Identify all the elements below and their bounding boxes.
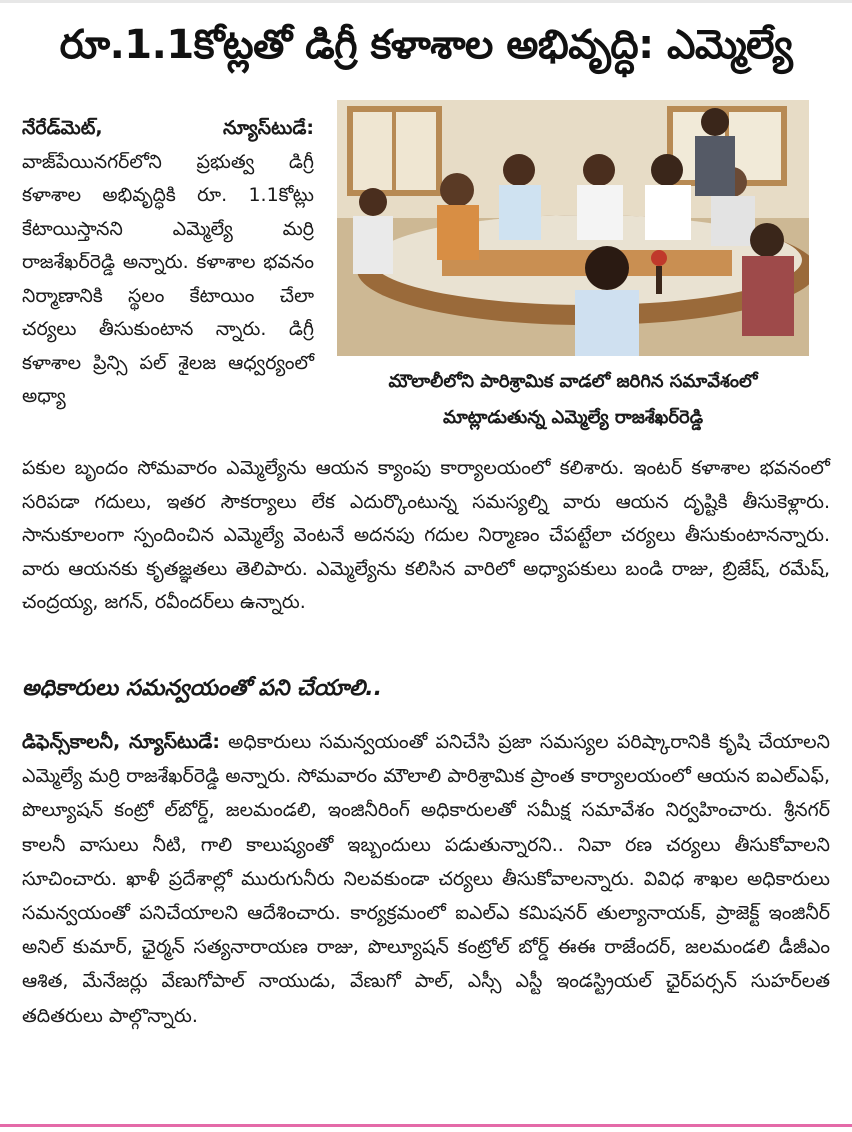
dateline: నేరేడ్‌మెట్‌, న్యూస్‌టుడే: [22, 117, 314, 139]
subheadline: అధికారులు సమన్వయంతో పని చేయాలి.. [22, 676, 382, 701]
photo-caption-line-2: మాట్లాడుతున్న ఎమ్మెల్యే రాజశేఖర్‌రెడ్డి [442, 407, 704, 428]
top-edge [0, 0, 852, 3]
article-continuation: పకుల బృందం సోమవారం ఎమ్మెల్యేను ఆయన క్యాంపు కార్యాలయంలో కలిశారు. ఇంటర్‌ కళాశాల భవనంలో సరిపడా గదులు, ఇతర సౌకర్యాలు లేక ఎదుర్కొంటున్న సమస్యల్ని వారు ఆయన దృష్టికి తీసుకెళ్లారు. సానుకూలంగా స్పందించిన ఎమ్మెల్యే వెంటనే అదనపు గదుల నిర్మాణం చేపట్టేలా చర్యలు తీసుకుంటానన్నారు. వారు ఆయనకు కృతజ్ఞతలు తెలిపారు. ఎమ్మెల్యేను కలిసిన వారిలో అధ్యాపకులు బండి రాజు, బ్రిజేష్‌, రమేష్‌, చంద్రయ్య, జగన్‌, రవీందర్‌లు ఉన్నారు. [22, 457, 830, 613]
article-two-body: అధికారులు సమన్వయంతో పనిచేసి ప్రజా సమస్యల పరిష్కారానికి కృషి చేయాలని ఎమ్మెల్యే మర్రి రాజశేఖర్‌రెడ్డి అన్నారు. సోమవారం మౌలాలి పారిశ్రామిక ప్రాంత కార్యాలయంలో ఆయన ఐఎల్‌ఎఫ్‌, పొల్యూషన్‌ కంట్రో ల్‌బోర్డ్‌, జలమండలి, ఇంజినీరింగ్‌ అధికారులతో సమీక్ష సమావేశం నిర్వహించారు. శ్రీనగర్‌ కాలనీ వాసులు నీటి, గాలి కాలుష్యంతో ఇబ్బందులు పడుతున్నారని.. నివా రణ చర్యలు తీసుకోవాలని సూచించారు. ఖాళీ ప్రదేశాల్లో మురుగునీరు నిలవకుండా చర్యలు తీసుకోవాలన్నారు. వివిధ శాఖల అధికారులు సమన్వయంతో పనిచేయాలని ఆదేశించారు. కార్యక్రమంలో ఐఎల్‌ఎ కమిషనర్‌ తుల్యానాయక్‌, ప్రాజెక్ట్‌ ఇంజినీర్‌ అనిల్‌ కుమార్‌, ఛైర్మన్‌ సత్యనారాయణ రాజు, పొల్యూషన్‌ కంట్రోల్‌ బోర్డ్‌ ఈఈ రాజేందర్‌, జలమండలి డీజీఎం ఆశిత, మేనేజర్లు వేణుగోపాల్‌ నాయుడు, వేణుగో పాల్‌, ఎస్సీ ఎస్టీ ఇండస్ట్రియల్‌ ఛైర్‌పర్సన్‌ సుహర్‌లత తదితరులు పాల్గొన్నారు. [22, 731, 830, 1027]
photo-caption [337, 364, 809, 436]
photo-caption-line-1: మౌలాలీలోని పారిశ్రామిక వాడలో జరిగిన సమావేశంలో [388, 371, 758, 392]
meeting-photo [337, 100, 809, 356]
bottom-rule [0, 1124, 852, 1127]
dateline-two: డిఫెన్స్‌కాలనీ, న్యూస్‌టుడే: [22, 731, 220, 753]
meeting-photo-illustration [337, 100, 809, 356]
article-lead-text: వాజ్‌పేయినగర్‌లోని ప్రభుత్వ డిగ్రీ కళాశాల అభివృద్ధికి రూ. 1.1కోట్లు కేటాయిస్తానని ఎమ్మెల్యే మర్రి రాజశేఖర్‌రెడ్డి అన్నారు. కళాశాల భవనం నిర్మాణానికి స్థలం కేటాయిం చేలా చర్యలు తీసుకుంటాన న్నారు. డిగ్రీ కళాశాల ప్రిన్సి పల్‌ శైలజ ఆధ్వర్యంలో అధ్యా [22, 150, 314, 407]
headline: రూ.1.1కోట్లతో డిగ్రీ కళాశాల అభివృద్ధి: ఎమ్మెల్యే [59, 22, 793, 68]
article-two [22, 725, 830, 1033]
article-lead-column [22, 112, 314, 414]
